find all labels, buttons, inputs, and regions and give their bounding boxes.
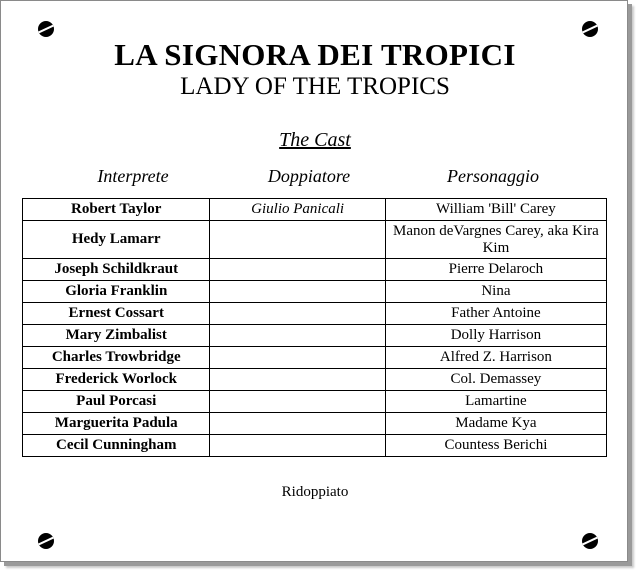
dubber-cell xyxy=(210,435,385,457)
page-title: LA SIGNORA DEI TROPICI xyxy=(114,37,516,72)
character-cell: Lamartine xyxy=(385,391,606,413)
actor-cell: Hedy Lamarr xyxy=(23,221,210,259)
actor-cell: Frederick Worlock xyxy=(23,369,210,391)
dubber-cell: Giulio Panicali xyxy=(210,199,385,221)
table-row xyxy=(23,369,607,391)
table-row xyxy=(23,325,607,347)
table-row xyxy=(23,281,607,303)
dubber-cell xyxy=(210,325,385,347)
actor-cell: Mary Zimbalist xyxy=(23,325,210,347)
table-row xyxy=(23,391,607,413)
cast-heading: The Cast xyxy=(279,129,351,151)
actor-cell: Cecil Cunningham xyxy=(23,435,210,457)
character-cell: Father Antoine xyxy=(385,303,606,325)
table-row xyxy=(23,435,607,457)
table-row xyxy=(23,347,607,369)
dubber-cell xyxy=(210,369,385,391)
dubber-cell xyxy=(210,221,385,259)
actor-cell: Joseph Schildkraut xyxy=(23,259,210,281)
dubber-cell xyxy=(210,281,385,303)
table-row xyxy=(23,413,607,435)
dubber-cell xyxy=(210,391,385,413)
page-subtitle: LADY OF THE TROPICS xyxy=(180,73,450,100)
character-cell: Nina xyxy=(385,281,606,303)
footer-note: Ridoppiato xyxy=(281,484,349,500)
column-header-interprete: Interprete xyxy=(97,166,169,186)
character-cell: Madame Kya xyxy=(385,413,606,435)
actor-cell: Charles Trowbridge xyxy=(23,347,210,369)
column-header-doppiatore: Doppiatore xyxy=(267,166,351,186)
character-cell: Pierre Delaroch xyxy=(385,259,606,281)
character-cell: Col. Demassey xyxy=(385,369,606,391)
character-cell: Dolly Harrison xyxy=(385,325,606,347)
table-row xyxy=(23,199,607,221)
dubber-cell xyxy=(210,413,385,435)
actor-cell: Gloria Franklin xyxy=(23,281,210,303)
table-row xyxy=(23,259,607,281)
character-cell: Countess Berichi xyxy=(385,435,606,457)
actor-cell: Ernest Cossart xyxy=(23,303,210,325)
table-row xyxy=(23,221,607,259)
actor-cell: Marguerita Padula xyxy=(23,413,210,435)
actor-cell: Robert Taylor xyxy=(23,199,210,221)
dubber-cell xyxy=(210,259,385,281)
dubber-cell xyxy=(210,347,385,369)
character-cell: Manon deVargnes Carey, aka Kira Kim xyxy=(385,221,606,259)
dubber-cell xyxy=(210,303,385,325)
cast-table xyxy=(22,198,607,457)
column-header-personaggio: Personaggio xyxy=(447,166,539,186)
character-cell: William 'Bill' Carey xyxy=(385,199,606,221)
screw-icon xyxy=(582,21,598,37)
screw-icon xyxy=(38,21,54,37)
actor-cell: Paul Porcasi xyxy=(23,391,210,413)
table-row xyxy=(23,303,607,325)
screw-icon xyxy=(38,533,54,549)
character-cell: Alfred Z. Harrison xyxy=(385,347,606,369)
screw-icon xyxy=(582,533,598,549)
